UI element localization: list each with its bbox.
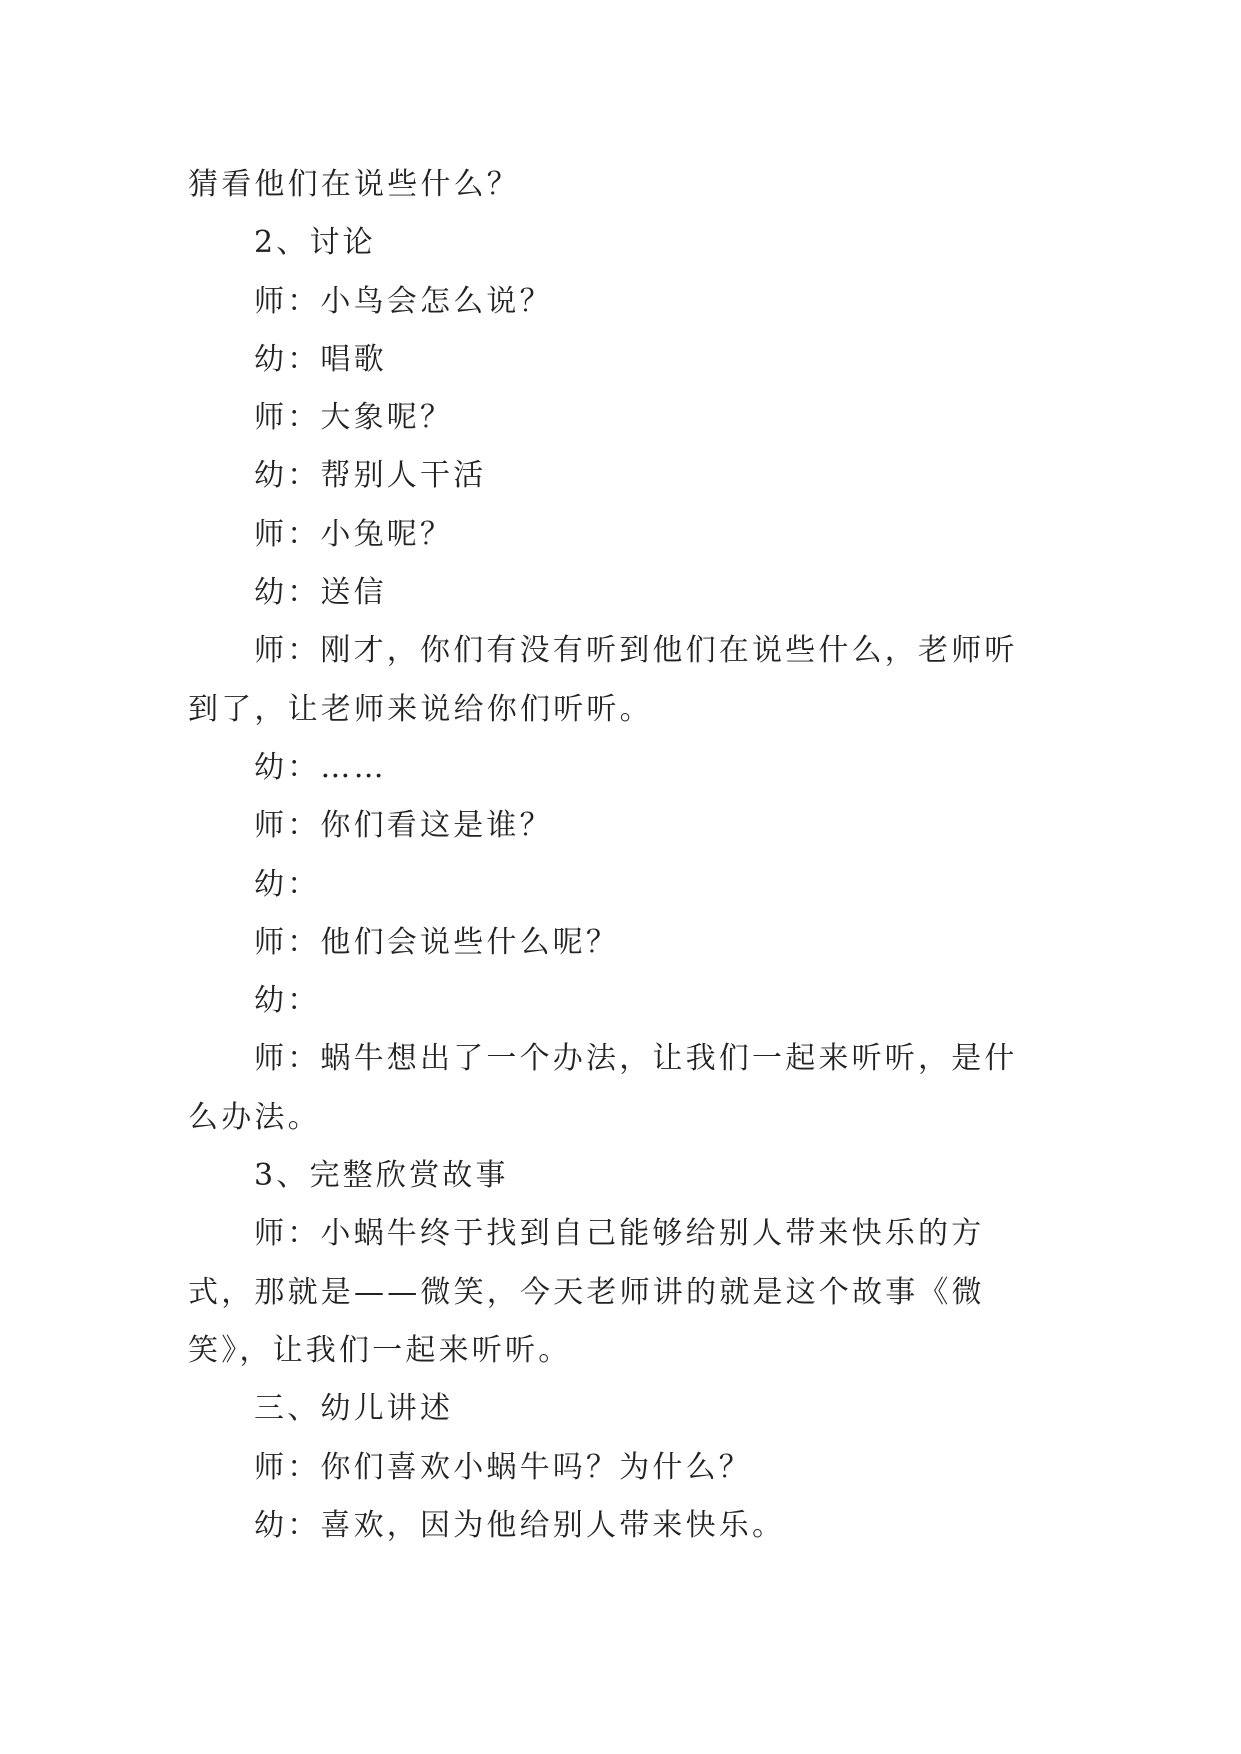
dialogue-line: 师：小兔呢？ [254,516,454,552]
section-heading-discussion: 2、讨论 [254,225,376,261]
dialogue-line: 幼： [254,866,321,902]
document-body [188,156,1048,1555]
dialogue-line: 师：你们看这是谁？ [254,808,553,844]
dialogue-line: 幼：唱歌 [254,341,387,377]
section-heading-full-story: 3、完整欣赏故事 [254,1158,509,1194]
dialogue-line: 幼：送信 [254,575,387,611]
dialogue-line: 师：大象呢？ [254,400,454,436]
paragraph-continuation: 猜看他们在说些什么？ [188,167,520,202]
dialogue-line: 幼：帮别人干活 [254,458,487,494]
dialogue-line: 幼：喜欢，因为他给别人带来快乐。 [254,1507,786,1543]
dialogue-line: 师：你们喜欢小蜗牛吗？为什么？ [254,1449,752,1485]
dialogue-line: 幼： [254,983,321,1019]
dialogue-line: 师：刚才，你们有没有听到他们在说些什么，老师听到了，让老师来说给你们听听。 [188,633,1018,727]
dialogue-line: 幼：…… [254,749,387,785]
dialogue-line: 师：小鸟会怎么说？ [254,283,553,319]
dialogue-line: 师：小蜗牛终于找到自己能够给别人带来快乐的方式，那就是——微笑，今天老师讲的就是这个故事《微笑》，让我们一起来听听。 [188,1216,985,1368]
section-heading-children-retell: 三、幼儿讲述 [254,1391,454,1427]
dialogue-line: 师：蜗牛想出了一个办法，让我们一起来听听，是什么办法。 [188,1041,1018,1135]
dialogue-line: 师：他们会说些什么呢？ [254,924,620,960]
